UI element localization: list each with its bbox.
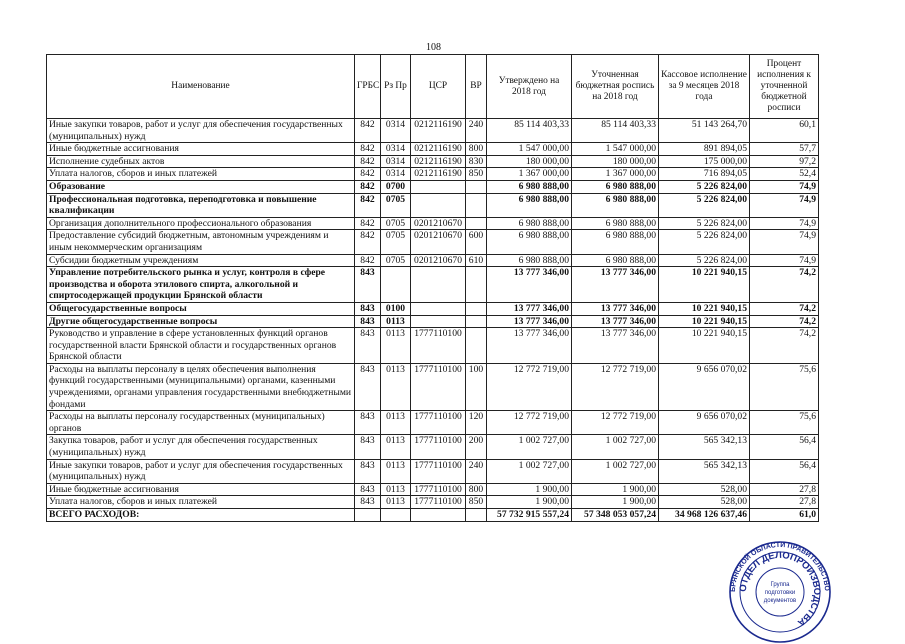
cell-grbs: 842 — [355, 168, 381, 181]
cell-rzpr — [381, 267, 411, 303]
table-row — [47, 267, 819, 303]
cell-approved: 12 772 719,00 — [487, 363, 572, 410]
cell-cash: 10 221 940,15 — [659, 315, 750, 328]
cell-approved: 1 900,00 — [487, 483, 572, 496]
cell-grbs: 843 — [355, 483, 381, 496]
cell-grbs: 842 — [355, 230, 381, 254]
cell-rzpr: 0113 — [381, 411, 411, 435]
cell-refined: 6 980 888,00 — [572, 230, 659, 254]
header-vr: ВР — [466, 55, 487, 119]
cell-rzpr: 0314 — [381, 168, 411, 181]
cell-approved: 13 777 346,00 — [487, 302, 572, 315]
table-row — [47, 315, 819, 328]
cell-grbs: 843 — [355, 302, 381, 315]
cell-approved: 1 002 727,00 — [487, 435, 572, 459]
header-approved: Утверждено на 2018 год — [487, 55, 572, 119]
cell-rzpr: 0705 — [381, 230, 411, 254]
stamp-ring-text: ОТДЕЛ ДЕЛОПРОИЗВОДСТВА — [737, 549, 823, 629]
cell-cash: 528,00 — [659, 483, 750, 496]
cell-cash: 565 342,13 — [659, 459, 750, 483]
cell-percent: 74,9 — [750, 193, 819, 217]
total-approved: 57 732 915 557,24 — [487, 509, 572, 522]
cell-vr — [466, 315, 487, 328]
stamp-center-line-2: подготовки — [764, 590, 796, 596]
cell-grbs: 843 — [355, 328, 381, 364]
cell-percent: 56,4 — [750, 459, 819, 483]
table-row — [47, 496, 819, 509]
cell-approved: 6 980 888,00 — [487, 217, 572, 230]
table-row — [47, 217, 819, 230]
cell-rzpr: 0113 — [381, 315, 411, 328]
cell-csr: 0201210670 — [411, 254, 466, 267]
cell-vr: 200 — [466, 435, 487, 459]
cell-cash: 10 221 940,15 — [659, 267, 750, 303]
cell-refined: 13 777 346,00 — [572, 267, 659, 303]
cell-csr: 0201210670 — [411, 217, 466, 230]
cell-rzpr: 0113 — [381, 496, 411, 509]
cell-approved: 1 002 727,00 — [487, 459, 572, 483]
cell-grbs: 843 — [355, 315, 381, 328]
cell-percent: 27,8 — [750, 496, 819, 509]
stamp-center-line-1: Группа — [770, 582, 790, 588]
cell-name: Руководство и управление в сфере установленных функций органов государственной власти Брянской области и государственных органов Брянской области — [47, 328, 355, 364]
cell-grbs: 842 — [355, 143, 381, 156]
cell-cash: 5 226 824,00 — [659, 193, 750, 217]
total-refined: 57 348 053 057,24 — [572, 509, 659, 522]
cell-grbs: 842 — [355, 180, 381, 193]
cell-vr — [466, 193, 487, 217]
table-row — [47, 254, 819, 267]
cell-approved: 6 980 888,00 — [487, 180, 572, 193]
table-row — [47, 435, 819, 459]
cell-csr — [411, 180, 466, 193]
cell-csr — [411, 302, 466, 315]
cell-vr: 800 — [466, 143, 487, 156]
header-rzpr: Рз Пр — [381, 55, 411, 119]
cell-vr: 830 — [466, 155, 487, 168]
cell-grbs: 843 — [355, 435, 381, 459]
header-refined: Уточненная бюджетная роспись на 2018 год — [572, 55, 659, 119]
cell-rzpr: 0100 — [381, 302, 411, 315]
cell-refined: 1 002 727,00 — [572, 435, 659, 459]
cell-grbs: 843 — [355, 267, 381, 303]
cell-cash: 528,00 — [659, 496, 750, 509]
cell-vr — [466, 302, 487, 315]
cell-refined: 1 900,00 — [572, 483, 659, 496]
cell-refined: 6 980 888,00 — [572, 180, 659, 193]
cell-vr: 100 — [466, 363, 487, 410]
cell-percent: 60,1 — [750, 119, 819, 143]
cell-rzpr: 0113 — [381, 435, 411, 459]
cell-refined: 13 777 346,00 — [572, 302, 659, 315]
cell-cash: 10 221 940,15 — [659, 328, 750, 364]
cell-rzpr: 0113 — [381, 363, 411, 410]
cell-name: Уплата налогов, сборов и иных платежей — [47, 496, 355, 509]
cell-csr: 0212116190 — [411, 119, 466, 143]
total-percent: 61,0 — [750, 509, 819, 522]
cell-grbs: 842 — [355, 193, 381, 217]
cell-rzpr: 0705 — [381, 254, 411, 267]
cell-refined: 13 777 346,00 — [572, 315, 659, 328]
cell-csr — [411, 315, 466, 328]
cell-vr — [466, 217, 487, 230]
cell-name: Расходы на выплаты персоналу государственных (муниципальных) органов — [47, 411, 355, 435]
cell-name: Иные закупки товаров, работ и услуг для обеспечения государственных (муниципальных) нужд — [47, 459, 355, 483]
cell-vr: 240 — [466, 459, 487, 483]
cell-rzpr: 0314 — [381, 119, 411, 143]
cell-approved: 12 772 719,00 — [487, 411, 572, 435]
cell-rzpr: 0314 — [381, 155, 411, 168]
total-cash: 34 968 126 637,46 — [659, 509, 750, 522]
cell-vr — [466, 267, 487, 303]
header-csr: ЦСР — [411, 55, 466, 119]
cell-refined: 1 002 727,00 — [572, 459, 659, 483]
cell-vr: 600 — [466, 230, 487, 254]
cell-vr — [466, 180, 487, 193]
table-header-row — [47, 55, 819, 119]
cell-csr: 0212116190 — [411, 143, 466, 156]
cell-cash: 5 226 824,00 — [659, 254, 750, 267]
cell-refined: 85 114 403,33 — [572, 119, 659, 143]
cell-refined: 12 772 719,00 — [572, 411, 659, 435]
cell-vr: 800 — [466, 483, 487, 496]
cell-name: Общегосударственные вопросы — [47, 302, 355, 315]
cell-rzpr: 0113 — [381, 328, 411, 364]
cell-approved: 13 777 346,00 — [487, 315, 572, 328]
cell-name: Организация дополнительного профессионального образования — [47, 217, 355, 230]
cell-csr: 1777110100 — [411, 496, 466, 509]
table-row — [47, 193, 819, 217]
cell-vr: 850 — [466, 168, 487, 181]
cell-name: Исполнение судебных актов — [47, 155, 355, 168]
cell-rzpr: 0700 — [381, 180, 411, 193]
total-label: ВСЕГО РАСХОДОВ: — [47, 509, 355, 522]
table-row — [47, 168, 819, 181]
cell-refined: 6 980 888,00 — [572, 217, 659, 230]
cell-grbs: 843 — [355, 411, 381, 435]
table-row — [47, 180, 819, 193]
cell-approved: 13 777 346,00 — [487, 267, 572, 303]
cell-percent: 97,2 — [750, 155, 819, 168]
cell-cash: 5 226 824,00 — [659, 230, 750, 254]
cell-cash: 10 221 940,15 — [659, 302, 750, 315]
cell-refined: 12 772 719,00 — [572, 363, 659, 410]
cell-percent: 74,9 — [750, 230, 819, 254]
cell-percent: 75,6 — [750, 363, 819, 410]
cell-percent: 74,9 — [750, 180, 819, 193]
table-row — [47, 483, 819, 496]
cell-name: Образование — [47, 180, 355, 193]
cell-name: Предоставление субсидий бюджетным, автономным учреждениям и иным некоммерческим организациям — [47, 230, 355, 254]
cell-approved: 1 367 000,00 — [487, 168, 572, 181]
cell-rzpr: 0113 — [381, 483, 411, 496]
cell-grbs: 843 — [355, 496, 381, 509]
cell-csr: 1777110100 — [411, 411, 466, 435]
cell-vr — [466, 328, 487, 364]
cell-csr — [411, 193, 466, 217]
header-cash: Кассовое исполнение за 9 месяцев 2018 года — [659, 55, 750, 119]
cell-percent: 74,2 — [750, 315, 819, 328]
header-name: Наименование — [47, 55, 355, 119]
cell-cash: 9 656 070,02 — [659, 363, 750, 410]
cell-name: Профессиональная подготовка, переподготовка и повышение квалификации — [47, 193, 355, 217]
cell-cash: 565 342,13 — [659, 435, 750, 459]
cell-percent: 74,2 — [750, 328, 819, 364]
table-row — [47, 302, 819, 315]
cell-csr: 0201210670 — [411, 230, 466, 254]
table-row — [47, 363, 819, 410]
cell-name: Субсидии бюджетным учреждениям — [47, 254, 355, 267]
cell-percent: 74,2 — [750, 302, 819, 315]
page-number: 108 — [426, 42, 441, 53]
cell-csr: 1777110100 — [411, 435, 466, 459]
cell-csr: 1777110100 — [411, 328, 466, 364]
cell-name: Иные бюджетные ассигнования — [47, 143, 355, 156]
cell-rzpr: 0705 — [381, 217, 411, 230]
cell-cash: 9 656 070,02 — [659, 411, 750, 435]
cell-refined: 1 900,00 — [572, 496, 659, 509]
cell-percent: 27,8 — [750, 483, 819, 496]
cell-rzpr: 0314 — [381, 143, 411, 156]
cell-name: Иные закупки товаров, работ и услуг для обеспечения государственных (муниципальных) нужд — [47, 119, 355, 143]
table-row — [47, 328, 819, 364]
cell-cash: 175 000,00 — [659, 155, 750, 168]
cell-grbs: 842 — [355, 254, 381, 267]
cell-grbs: 842 — [355, 155, 381, 168]
cell-vr: 240 — [466, 119, 487, 143]
cell-approved: 13 777 346,00 — [487, 328, 572, 364]
table-row — [47, 155, 819, 168]
table-row — [47, 230, 819, 254]
cell-csr: 1777110100 — [411, 363, 466, 410]
budget-table — [46, 54, 819, 522]
cell-percent: 74,9 — [750, 254, 819, 267]
cell-csr: 1777110100 — [411, 459, 466, 483]
cell-cash: 51 143 264,70 — [659, 119, 750, 143]
cell-rzpr: 0113 — [381, 459, 411, 483]
cell-name: Управление потребительского рынка и услуг, контроля в сфере производства и оборота этилового спирта, алкогольной и спиртосодержащей продукции Брянской области — [47, 267, 355, 303]
cell-refined: 180 000,00 — [572, 155, 659, 168]
cell-vr: 850 — [466, 496, 487, 509]
cell-percent: 74,2 — [750, 267, 819, 303]
cell-refined: 13 777 346,00 — [572, 328, 659, 364]
cell-percent: 57,7 — [750, 143, 819, 156]
cell-percent: 74,9 — [750, 217, 819, 230]
cell-grbs: 842 — [355, 119, 381, 143]
cell-csr: 0212116190 — [411, 168, 466, 181]
cell-grbs: 843 — [355, 363, 381, 410]
cell-csr — [411, 267, 466, 303]
cell-percent: 56,4 — [750, 435, 819, 459]
cell-grbs: 843 — [355, 459, 381, 483]
cell-cash: 891 894,05 — [659, 143, 750, 156]
header-percent: Процент исполнения к уточненной бюджетной росписи — [750, 55, 819, 119]
cell-vr: 120 — [466, 411, 487, 435]
cell-approved: 6 980 888,00 — [487, 254, 572, 267]
cell-csr: 0212116190 — [411, 155, 466, 168]
cell-name: Уплата налогов, сборов и иных платежей — [47, 168, 355, 181]
table-row — [47, 143, 819, 156]
table-row — [47, 459, 819, 483]
stamp-center-line-3: документов — [763, 598, 797, 604]
stamp-outer-text: БРЯНСКОЙ ОБЛАСТИ ПРАВИТЕЛЬСТВО — [729, 541, 831, 593]
cell-refined: 1 547 000,00 — [572, 143, 659, 156]
cell-rzpr: 0705 — [381, 193, 411, 217]
cell-csr: 1777110100 — [411, 483, 466, 496]
cell-approved: 1 547 000,00 — [487, 143, 572, 156]
cell-name: Расходы на выплаты персоналу в целях обеспечения выполнения функций государственными (муниципальными) органами, казенными учреждениями, органами управления государственными внебюджетными фондами — [47, 363, 355, 410]
cell-approved: 180 000,00 — [487, 155, 572, 168]
cell-approved: 85 114 403,33 — [487, 119, 572, 143]
cell-approved: 1 900,00 — [487, 496, 572, 509]
cell-cash: 716 894,05 — [659, 168, 750, 181]
cell-refined: 1 367 000,00 — [572, 168, 659, 181]
table-row — [47, 119, 819, 143]
cell-cash: 5 226 824,00 — [659, 217, 750, 230]
cell-percent: 75,6 — [750, 411, 819, 435]
cell-grbs: 842 — [355, 217, 381, 230]
cell-approved: 6 980 888,00 — [487, 230, 572, 254]
table-row — [47, 411, 819, 435]
total-row — [47, 509, 819, 522]
cell-name: Другие общегосударственные вопросы — [47, 315, 355, 328]
cell-name: Закупка товаров, работ и услуг для обеспечения государственных (муниципальных) нужд — [47, 435, 355, 459]
cell-cash: 5 226 824,00 — [659, 180, 750, 193]
office-stamp — [728, 540, 832, 644]
cell-approved: 6 980 888,00 — [487, 193, 572, 217]
header-grbs: ГРБС — [355, 55, 381, 119]
cell-vr: 610 — [466, 254, 487, 267]
cell-name: Иные бюджетные ассигнования — [47, 483, 355, 496]
cell-refined: 6 980 888,00 — [572, 193, 659, 217]
cell-percent: 52,4 — [750, 168, 819, 181]
cell-refined: 6 980 888,00 — [572, 254, 659, 267]
